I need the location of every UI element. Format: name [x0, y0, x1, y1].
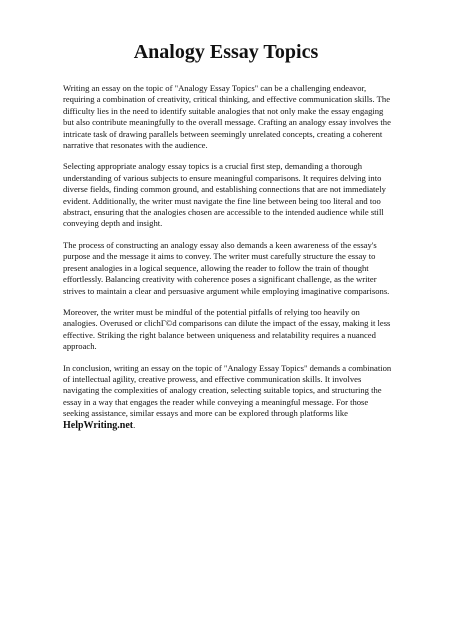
paragraph-1: Writing an essay on the topic of "Analogy Essay Topics" can be a challenging endeavor, requiring a combination of creativity, critical thinking, and effective communication skills. The difficulty lies in the need to identify suitable analogies that not only make the essay engaging but also contribute meaningfully to the overall message. Crafting an analogy essay involves the intricate task of drawing parallels between seemingly unrelated concepts, creating a coherent narrative that resonates with the audience.: [63, 83, 391, 151]
paragraph-3: The process of constructing an analogy essay also demands a keen awareness of the essay's purpose and the message it aims to convey. The writer must carefully structure the essay to present analogies in a logical sequence, allowing the reader to follow the train of thought effortlessly. Balancing creativity with coherence poses a significant challenge, as the writer strives to maintain a clear and persuasive argument while employing imaginative comparisons.: [63, 239, 390, 296]
paragraph-5: [63, 363, 395, 431]
site-link[interactable]: HelpWriting.net: [63, 419, 134, 431]
paragraph-2: Selecting appropriate analogy essay topics is a crucial first step, demanding a thorough understanding of various subjects to ensure meaningful comparisons. It requires delving into diverse fields, finding common ground, and establishing connections that are not immediately evident. Additionally, the writer must navigate the fine line between being too literal and too abstract, ensuring that the analogies chosen are accessible to the intended audience while still conveying depth and insight.: [63, 161, 386, 229]
document-title: Analogy Essay Topics: [133, 41, 319, 63]
document-body: [63, 83, 395, 441]
paragraph-5-end: .: [133, 419, 136, 430]
paragraph-5-text: In conclusion, writing an essay on the topic of "Analogy Essay Topics" demands a combination of intellectual agility, creative prowess, and effective communication skills. It involves navigating the complexities of analogy creation, selecting suitable topics, and structuring the essay in a way that engages the reader while conveying a meaningful message. For those seeking assistance, similar essays and more can be explored through platforms like: [63, 362, 392, 419]
paragraph-4: Moreover, the writer must be mindful of the potential pitfalls of relying too heavily on analogies. Overused or clichГ©d comparisons can dilute the impact of the essay, making it less effective. Striking the right balance between uniqueness and relatability requires a nuanced approach.: [63, 306, 391, 352]
